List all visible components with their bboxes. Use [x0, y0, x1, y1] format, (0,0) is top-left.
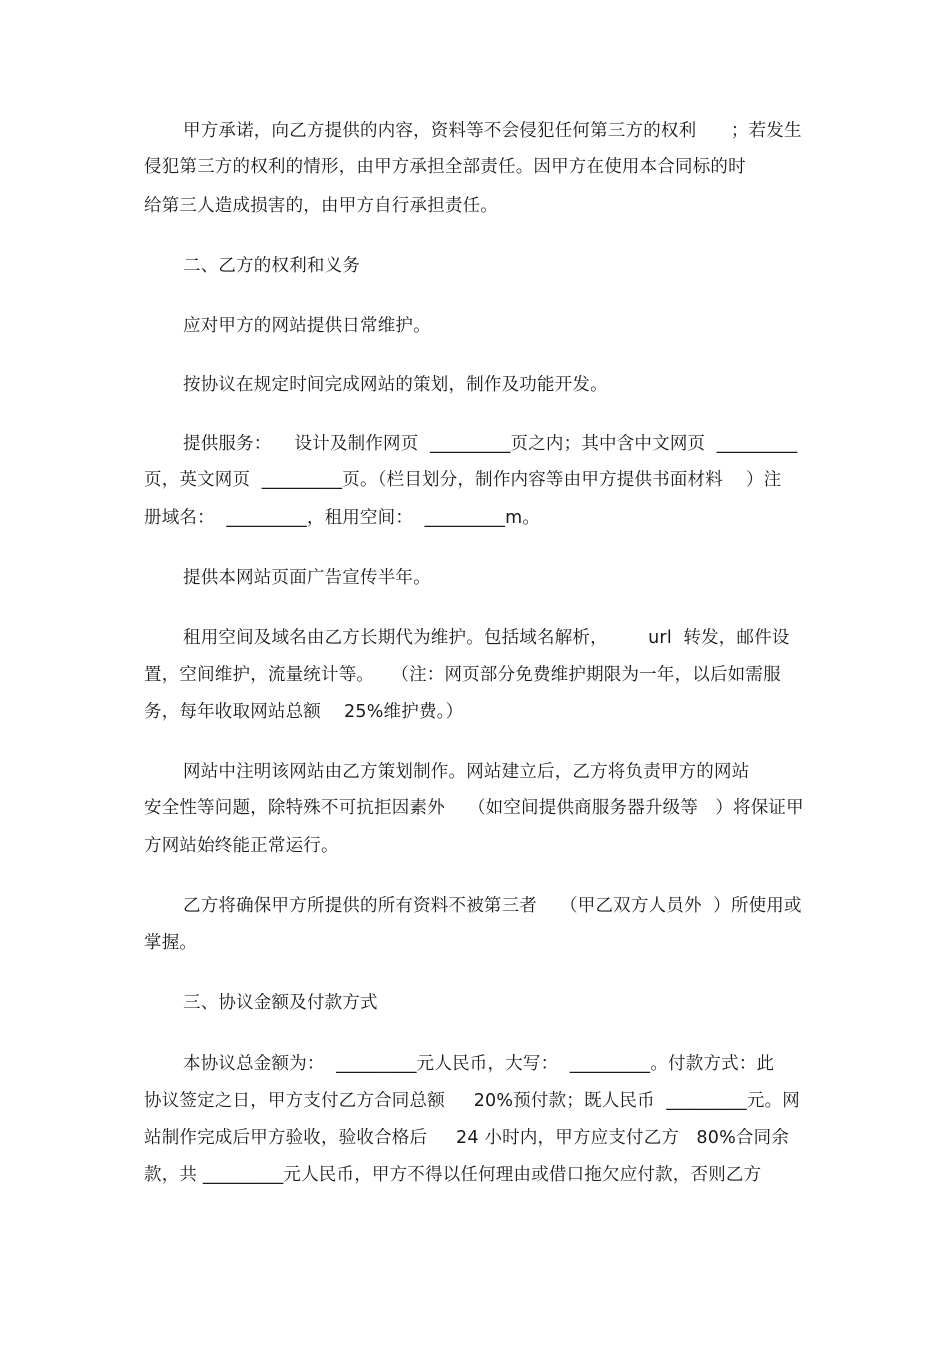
paragraph-3: 按协议在规定时间完成网站的策划，制作及功能开发。 [183, 375, 608, 395]
paragraph-4-line-3: 册域名： _________，租用空间： _________m。 [144, 508, 541, 528]
paragraph-4-line-2: 页，英文网页 _________页。（栏目划分，制作内容等由甲方提供书面材料 ）注 [144, 470, 782, 490]
paragraph-6-line-3: 务，每年收取网站总额 25%维护费。） [144, 702, 464, 722]
paragraph-7-line-3: 方网站始终能正常运行。 [144, 836, 339, 856]
section-heading-2: 二、乙方的权利和义务 [183, 256, 360, 276]
paragraph-7-line-2: 安全性等问题，除特殊不可抗拒因素外 （如空间提供商服务器升级等 ）将保证甲 [144, 798, 804, 818]
paragraph-8-line-1: 乙方将确保甲方所提供的所有资料不被第三者 （甲乙双方人员外 ）所使用或 [183, 896, 802, 916]
section-heading-3: 三、协议金额及付款方式 [183, 993, 378, 1013]
paragraph-1-line-3: 给第三人造成损害的，由甲方自行承担责任。 [144, 196, 498, 216]
paragraph-9-line-2: 协议签定之日，甲方支付乙方合同总额 20%预付款；既人民币 _________元。网 [144, 1091, 800, 1111]
paragraph-5: 提供本网站页面广告宣传半年。 [183, 568, 431, 588]
paragraph-6-line-2: 置，空间维护，流量统计等。 （注：网页部分免费维护期限为一年，以后如需服 [144, 665, 781, 685]
paragraph-8-line-2: 掌握。 [144, 933, 198, 953]
paragraph-4-line-1: 提供服务： 设计及制作网页 _________页之内；其中含中文网页 _________ [183, 434, 798, 454]
paragraph-9-line-3: 站制作完成后甲方验收，验收合格后 24 小时内，甲方应支付乙方 80%合同余 [144, 1128, 790, 1148]
paragraph-2: 应对甲方的网站提供日常维护。 [183, 316, 431, 336]
paragraph-9-line-1: 本协议总金额为： _________元人民币，大写： _________。付款方式：此 [183, 1054, 775, 1074]
paragraph-6-line-1: 租用空间及域名由乙方长期代为维护。包括域名解析， url 转发，邮件设 [183, 628, 790, 648]
paragraph-1-line-1: 甲方承诺，向乙方提供的内容，资料等不会侵犯任何第三方的权利 ；若发生 [183, 121, 802, 141]
paragraph-1-line-2: 侵犯第三方的权利的情形，由甲方承担全部责任。因甲方在使用本合同标的时 [144, 157, 746, 177]
paragraph-7-line-1: 网站中注明该网站由乙方策划制作。网站建立后，乙方将负责甲方的网站 [183, 762, 750, 782]
paragraph-9-line-4: 款，共 _________元人民币，甲方不得以任何理由或借口拖欠应付款，否则乙方 [144, 1165, 762, 1185]
